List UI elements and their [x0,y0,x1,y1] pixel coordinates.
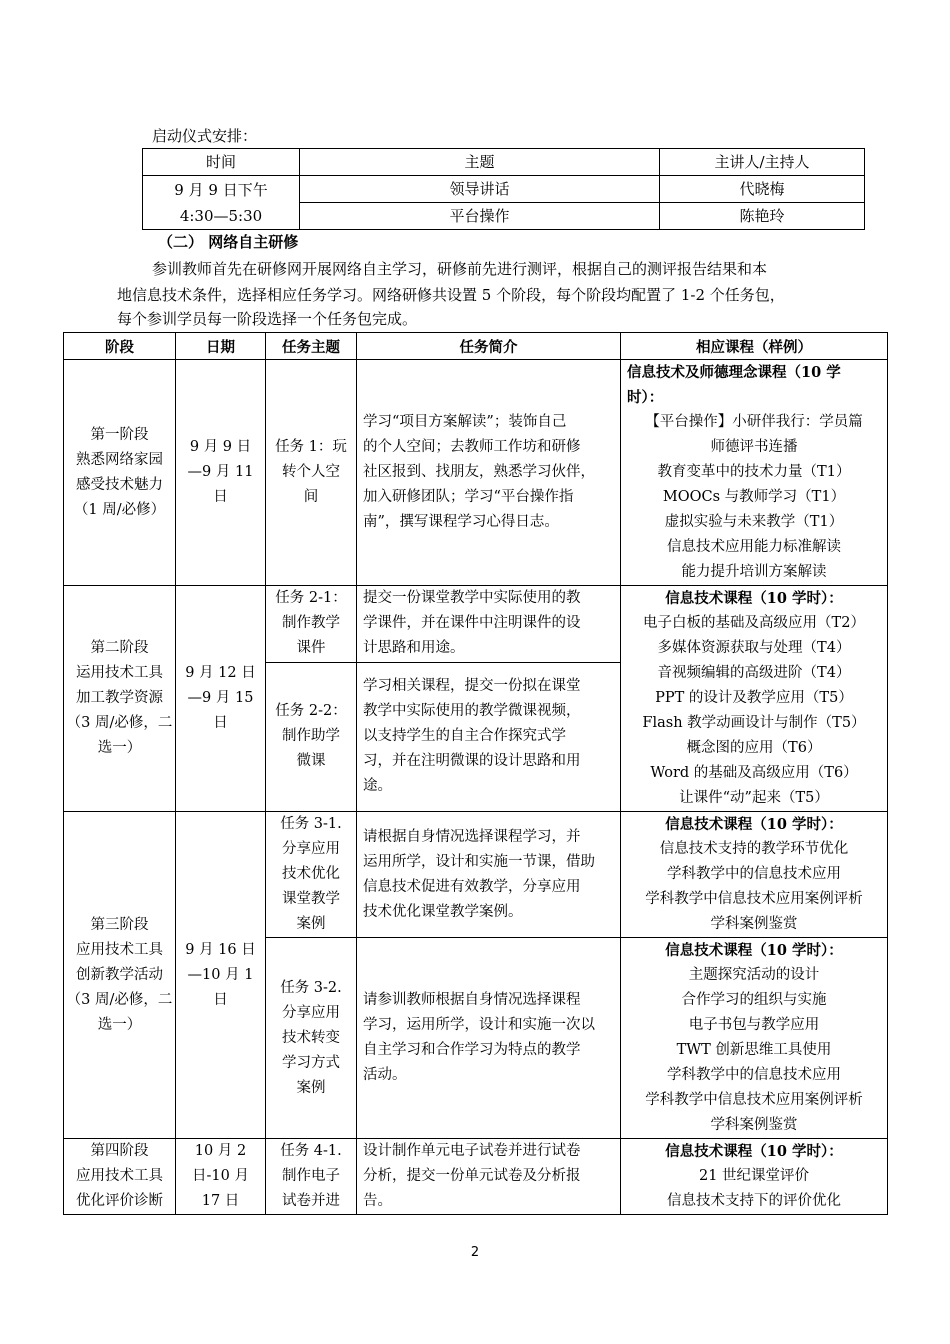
courses-cell: 信息技术课程（10 学时）： 电子白板的基础及高级应用（T2） 多媒体资源获取与处理（T4） 音视频编辑的高级进阶（T4） PPT 的设计及教学应用（T5） Flash 教学动画设计与制作（T5） 概念图的应用（T6） Word 的基础及高级应用（T6） 让课件“动”起来（T5） [621,586,888,812]
ceremony-host: 代晓梅 [660,176,865,203]
courses-cell: 信息技术及师德理念课程（10 学 时）： 【平台操作】小研伴我行：学员篇 师德评书连播 教育变革中的技术力量（T1） MOOCs 与教师学习（T1） 虚拟实验与未来教学（T1） 信息技术应用能力标准解读 能力提升培训方案解读 [621,360,888,586]
task-cell: 任务 2-2： 制作助学 微课 [266,662,357,811]
header-courses: 相应课程（样例） [621,333,888,360]
desc-cell: 学习相关课程，提交一份拟在课堂 教学中实际使用的教学微课视频， 以支持学生的自主合作探究式学 习，并在注明微课的设计思路和用 途。 [357,662,621,811]
paragraph-line: 地信息技术条件，选择相应任务学习。网络研修共设置 5 个阶段，每个阶段均配置了 1-2 个任务包， [117,286,785,304]
stage-cell: 第二阶段 运用技术工具 加工教学资源 （3 周/必修，二 选一） [64,586,176,812]
section-heading: （二） 网络自主研修 [158,233,299,251]
intro-label: 启动仪式安排： [152,127,258,145]
header-stage: 阶段 [64,333,176,360]
ceremony-header-topic: 主题 [300,149,660,176]
date-cell: 9 月 12 日 —9 月 15 日 [176,586,266,812]
ceremony-time: 9 月 9 日下午 4:30—5:30 [143,176,300,230]
date-cell: 9 月 16 日 —10 月 1 日 [176,812,266,1139]
task-cell: 任务 1：玩 转个人空 间 [266,360,357,586]
header-date: 日期 [176,333,266,360]
ceremony-host: 陈艳玲 [660,203,865,230]
desc-cell: 设计制作单元电子试卷并进行试卷 分析，提交一份单元试卷及分析报 告。 [357,1139,621,1215]
task-cell: 任务 3-2. 分享应用 技术转变 学习方式 案例 [266,938,357,1139]
stage-cell: 第三阶段 应用技术工具 创新教学活动 （3 周/必修，二 选一） [64,812,176,1139]
paragraph-line: 每个参训学员每一阶段选择一个任务包完成。 [117,310,418,328]
task-cell: 任务 2-1： 制作教学 课件 [266,586,357,663]
header-desc: 任务简介 [357,333,621,360]
courses-cell: 信息技术课程（10 学时）： 21 世纪课堂评价 信息技术支持下的评价优化 [621,1139,888,1215]
ceremony-header-host: 主讲人/主持人 [660,149,865,176]
courses-cell: 信息技术课程（10 学时）： 信息技术支持的教学环节优化 学科教学中的信息技术应用 学科教学中信息技术应用案例评析 学科案例鉴赏 [621,812,888,938]
stage-cell: 第一阶段 熟悉网络家园 感受技术魅力 （1 周/必修） [64,360,176,586]
page-number: 2 [470,1245,480,1260]
task-cell: 任务 4-1. 制作电子 试卷并进 [266,1139,357,1215]
desc-cell: 请根据自身情况选择课程学习，并 运用所学，设计和实施一节课，借助 信息技术促进有效教学，分享应用 技术优化课堂教学案例。 [357,812,621,938]
desc-cell: 提交一份课堂教学中实际使用的教 学课件，并在课件中注明课件的设 计思路和用途。 [357,586,621,663]
ceremony-table [142,148,865,230]
ceremony-topic: 平台操作 [300,203,660,230]
courses-cell: 信息技术课程（10 学时）： 主题探究活动的设计 合作学习的组织与实施 电子书包与教学应用 TWT 创新思维工具使用 学科教学中的信息技术应用 学科教学中信息技术应用案例评析 学科案例鉴赏 [621,938,888,1139]
stage-cell: 第四阶段 应用技术工具 优化评价诊断 [64,1139,176,1215]
task-cell: 任务 3-1. 分享应用 技术优化 课堂教学 案例 [266,812,357,938]
date-cell: 10 月 2 日-10 月 17 日 [176,1139,266,1215]
header-task: 任务主题 [266,333,357,360]
desc-cell: 学习“项目方案解读”；装饰自己 的个人空间；去教师工作坊和研修 社区报到、找朋友，熟悉学习伙伴， 加入研修团队；学习“平台操作指 南”，撰写课程学习心得日志。 [357,360,621,586]
ceremony-topic: 领导讲话 [300,176,660,203]
ceremony-header-time: 时间 [143,149,300,176]
date-cell: 9 月 9 日 —9 月 11 日 [176,360,266,586]
plan-table [63,332,888,1215]
desc-cell: 请参训教师根据自身情况选择课程 学习，运用所学，设计和实施一次以 自主学习和合作学习为特点的教学 活动。 [357,938,621,1139]
paragraph-line: 参训教师首先在研修网开展网络自主学习，研修前先进行测评，根据自己的测评报告结果和本 [152,260,768,278]
